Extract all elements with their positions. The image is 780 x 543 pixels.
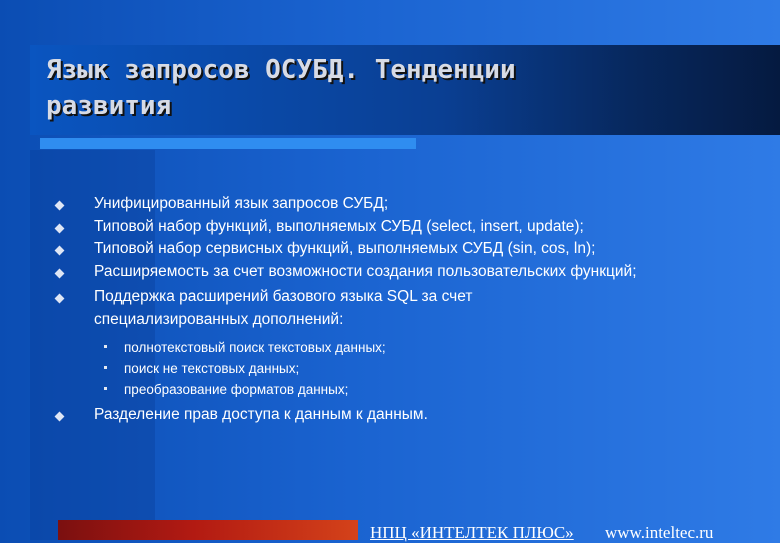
bullet-item: [56, 404, 756, 427]
title-underline: [40, 138, 416, 149]
bullet-list: [56, 193, 756, 427]
title-line-1: Язык запросов ОСУБД. Тенденции: [46, 55, 516, 85]
diamond-bullet-icon: [55, 412, 65, 422]
bullet-item: [56, 193, 756, 216]
sub-bullet-item: [56, 379, 756, 400]
footer-organization: НПЦ «ИНТЕЛТЕК ПЛЮС»: [370, 523, 574, 542]
bullet-item: [56, 238, 756, 261]
diamond-bullet-icon: [55, 201, 65, 211]
footer-website-link[interactable]: www.inteltec.ru: [605, 523, 714, 542]
sub-bullet-text: полнотекстовый поиск текстовых данных;: [124, 340, 386, 355]
dot-bullet-icon: [104, 387, 107, 390]
sub-bullet-item: [56, 337, 756, 358]
bullet-item: [56, 286, 554, 331]
diamond-bullet-icon: [55, 246, 65, 256]
diamond-bullet-icon: [55, 268, 65, 278]
bullet-text: Поддержка расширений базового языка SQL за счет специализированных дополнений:: [94, 288, 473, 328]
diamond-bullet-icon: [55, 294, 65, 304]
bullet-text: Разделение прав доступа к данным к данным.: [94, 406, 428, 423]
title-line-2: развития: [46, 91, 172, 121]
diamond-bullet-icon: [55, 223, 65, 233]
sub-bullet-item: [56, 358, 756, 379]
dot-bullet-icon: [104, 345, 107, 348]
bullet-item: [56, 261, 654, 284]
bullet-text: Унифицированный язык запросов СУБД;: [94, 195, 389, 212]
dot-bullet-icon: [104, 366, 107, 369]
footer-accent-bar: [58, 520, 358, 540]
bullet-text: Типовой набор функций, выполняемых СУБД (select, insert, update);: [94, 217, 584, 235]
bullet-item: [56, 216, 756, 239]
sub-bullet-text: поиск не текстовых данных;: [124, 361, 300, 376]
sub-bullet-list: [56, 337, 756, 400]
bullet-text: Расширяемость за счет возможности создания пользовательских функций;: [94, 262, 637, 280]
bullet-text: Типовой набор сервисных функций, выполняемых СУБД (sin, cos, ln);: [94, 240, 596, 257]
slide-title: [46, 52, 746, 124]
sub-bullet-text: преобразование форматов данных;: [124, 382, 349, 397]
